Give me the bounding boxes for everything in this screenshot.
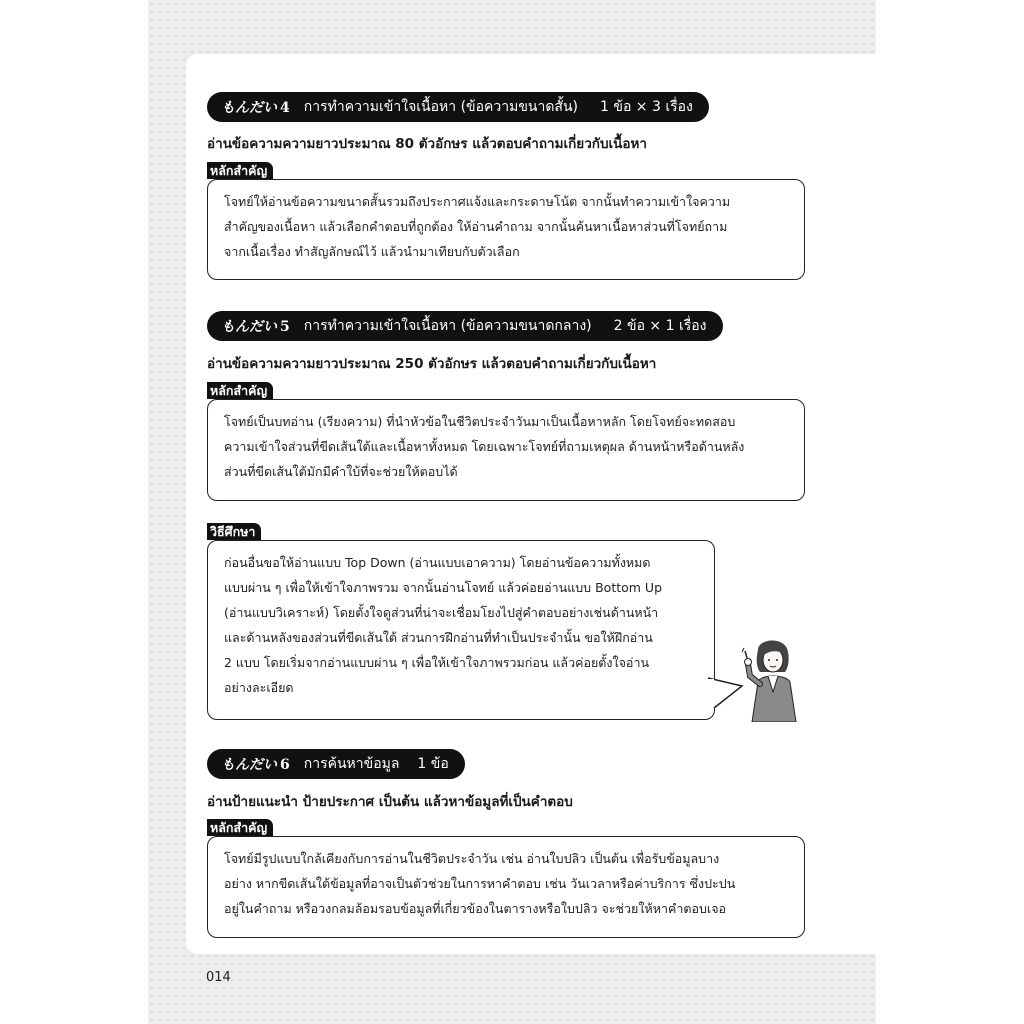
key-point-tag: หลักสำคัญ [207, 382, 273, 399]
key-point-box [207, 836, 805, 938]
text-line: (อ่านแบบวิเคราะห์) โดยตั้งใจดูส่วนที่น่าจะเชื่อมโยงไปสู่คำตอบอย่างเช่นด้านหน้า [224, 605, 659, 620]
text-line: โจทย์ให้อ่านข้อความขนาดสั้นรวมถึงประกาศแจ้งและกระดาษโน้ต จากนั้นทำความเข้าใจความ [224, 194, 731, 209]
text-line: อย่างละเอียด [224, 680, 294, 695]
section-header-mondai-5 [207, 311, 723, 341]
key-point-box [207, 179, 805, 280]
question-count: 1 ข้อ × 3 เรื่อง [600, 99, 693, 115]
section-header-mondai-4 [207, 92, 709, 122]
study-method-speech-box [207, 540, 715, 720]
text-line: โจทย์เป็นบทอ่าน (เรียงความ) ที่นำหัวข้อในชีวิตประจำวันมาเป็นเนื้อหาหลัก โดยโจทย์จะทดสอบ [224, 414, 736, 429]
section-topic: การทำความเข้าใจเนื้อหา (ข้อความขนาดสั้น) [303, 99, 579, 115]
text-line: ก่อนอื่นขอให้อ่านแบบ Top Down (อ่านแบบเอาความ) โดยอ่านข้อความทั้งหมด [224, 555, 651, 570]
text-line: จากเนื้อเรื่อง ทำสัญลักษณ์ไว้ แล้วนำมาเทียบกับตัวเลือก [224, 244, 520, 259]
text-line: ส่วนที่ขีดเส้นใต้มักมีคำใบ้ที่จะช่วยให้ตอบได้ [224, 464, 458, 479]
mondai-label: もんだい 6 [221, 757, 290, 773]
mondai-label: もんだい 4 [221, 100, 290, 116]
text-line: และด้านหลังของส่วนที่ขีดเส้นใต้ ส่วนการฝึกอ่านที่ทำเป็นประจำนั้น ขอให้ฝึกอ่าน [224, 630, 653, 645]
text-line: ความเข้าใจส่วนที่ขีดเส้นใต้และเนื้อหาทั้งหมด โดยเฉพาะโจทย์ที่ถามเหตุผล ด้านหน้าหรือด้านหลัง [224, 439, 745, 454]
text-line: แบบผ่าน ๆ เพื่อให้เข้าใจภาพรวม จากนั้นอ่านโจทย์ แล้วค่อยอ่านแบบ Bottom Up [224, 580, 663, 595]
teacher-illustration-icon [740, 636, 810, 722]
text-line: 2 แบบ โดยเริ่มจากอ่านแบบผ่าน ๆ เพื่อให้เข้าใจภาพรวมก่อน แล้วค่อยตั้งใจอ่าน [224, 655, 650, 670]
section-topic: การค้นหาข้อมูล [303, 756, 400, 772]
question-count: 2 ข้อ × 1 เรื่อง [613, 318, 707, 334]
section-topic: การทำความเข้าใจเนื้อหา (ข้อความขนาดกลาง) [303, 318, 592, 334]
text-line: โจทย์มีรูปแบบใกล้เคียงกับการอ่านในชีวิตประจำวัน เช่น อ่านใบปลิว เป็นต้น เพื่อรับข้อมูลบาง [224, 851, 720, 866]
page-number: 014 [206, 970, 231, 985]
key-point-tag: หลักสำคัญ [207, 162, 273, 179]
text-line: อยู่ในคำถาม หรือวงกลมล้อมรอบข้อมูลที่เกี่ยวข้องในตารางหรือใบปลิว จะช่วยให้หาคำตอบเจอ [224, 901, 727, 916]
section-lead: อ่านข้อความความยาวประมาณ 250 ตัวอักษร แล้วตอบคำถามเกี่ยวกับเนื้อหา [207, 356, 657, 372]
section-header-mondai-6 [207, 749, 465, 779]
section-lead: อ่านข้อความความยาวประมาณ 80 ตัวอักษร แล้วตอบคำถามเกี่ยวกับเนื้อหา [207, 136, 647, 152]
study-method-tag: วิธีศึกษา [207, 523, 261, 540]
mondai-label: もんだい 5 [221, 319, 290, 335]
key-point-tag: หลักสำคัญ [207, 819, 273, 836]
text-line: อย่าง หากขีดเส้นใต้ข้อมูลที่อาจเป็นตัวช่วยในการหาคำตอบ เช่น วันเวลาหรือค่าบริการ ซึ่งปะปน [224, 876, 736, 891]
speech-tail-icon [708, 676, 744, 710]
question-count: 1 ข้อ [417, 756, 449, 772]
key-point-box [207, 399, 805, 501]
section-lead: อ่านป้ายแนะนำ ป้ายประกาศ เป็นต้น แล้วหาข้อมูลที่เป็นคำตอบ [207, 794, 573, 810]
text-line: สำคัญของเนื้อหา แล้วเลือกคำตอบที่ถูกต้อง ให้อ่านคำถาม จากนั้นค้นหาเนื้อหาส่วนที่โจทย์ถาม [224, 219, 728, 234]
